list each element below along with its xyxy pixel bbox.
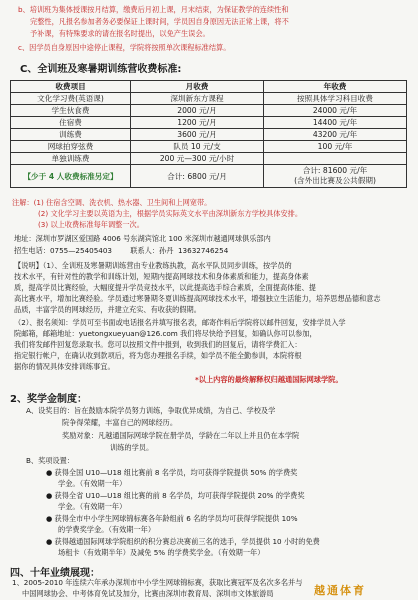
table-cell: 文化学习费(英语课)	[11, 93, 131, 105]
final-note: *以上内容的最终解释权归越通国际网球学院。	[195, 375, 343, 384]
table-cell	[264, 153, 407, 165]
scholarship-line: 训练的学员。	[110, 443, 154, 452]
note-line: c、因学员自身原因中途停止课程，学院将按照单次课程标准结算。	[18, 43, 231, 52]
scholarship-line: 学金。（有效期一年）	[58, 502, 127, 511]
table-total-row	[11, 165, 407, 188]
table-row	[11, 93, 407, 105]
table-cell: 单独训练费	[11, 153, 131, 165]
header-year: 年收费	[264, 81, 407, 93]
table-cell: 训练费	[11, 129, 131, 141]
section-4-title: 四、十年业绩展现：	[10, 568, 100, 579]
brand-stamp: 越通体育	[314, 584, 366, 597]
scholarship-line: 的学费奖学金。（有效期一年）	[58, 525, 156, 534]
desc-line: 指定银行帐户，在确认收到款项后，将为您办理报名手续，如学员不能全勤参训，本院将根	[14, 351, 302, 360]
header-month: 月收费	[131, 81, 264, 93]
desc-line: 质，提高学员比赛经验，大幅度提升学员竞技水平，以此提高选手综合素质，全面提高体能、提	[14, 283, 316, 292]
section-c-title: C、全训班及寒暑期训练营收费标准:	[20, 64, 182, 75]
table-row	[11, 141, 407, 153]
table-row	[11, 105, 407, 117]
scholarship-line: ● 获得全国 U10—U18 组比赛前 8 名学员，均可获得学院提供 50% 的学费奖	[46, 468, 298, 477]
table-row	[11, 117, 407, 129]
table-cell: 3600 元/月	[131, 129, 264, 141]
red-note: (3) 以上收费标准每年调整一次。	[38, 220, 144, 229]
table-cell: 按照具体学习科目收费	[264, 93, 407, 105]
desc-line: 品质，丰富学员的网球经历，并建立充实、有收获的假期。	[14, 305, 201, 314]
table-cell: 住宿费	[11, 117, 131, 129]
desc-line: 高比赛水平，增加比赛经验。学员通过寒暑期冬夏训练提高网球技术水平，增强独立生活能力，培养思想品德和意志	[14, 294, 381, 303]
table-cell: 24000 元/年	[264, 105, 407, 117]
table-header-row	[11, 81, 407, 93]
scholarship-line: 院争得荣耀，丰富自己的网球经历。	[62, 418, 178, 427]
scholarship-line: ● 获得全市中小学生网球锦标赛各年龄组前 6 名的学员均可获得学院提供 10%	[46, 514, 298, 523]
table-cell: 200 元—300 元/小时	[131, 153, 264, 165]
achievement-line: 1、2005-2010 年连续六年承办深圳市中小学生网球锦标赛，获取比赛冠军及名次多名并与	[12, 578, 303, 587]
table-row	[11, 153, 407, 165]
scholarship-line: 奖励对象：凡越通国际网球学院在册学员，学龄在二年以上并且仍在本学院	[62, 431, 300, 440]
table-cell: 43200 元/年	[264, 129, 407, 141]
note-line: b、培训班为集体授课按月结算，缴费后月初上课，月末结束，为保证教学的连续性和	[18, 5, 289, 14]
total-note: 【少于 4 人收费标准另定】	[11, 165, 131, 188]
table-cell: 2000 元/月	[131, 105, 264, 117]
scholarship-line: ● 获得越通国际网球学院组织的积分赛总决赛前三名的选手，学员提供 10 小时的免费	[46, 537, 320, 546]
achievement-line: 中国网球协会、中考体育免试及加分，比赛由深圳市教育局、深圳市文体旅游局	[22, 589, 274, 598]
scholarship-line: B、奖项设置：	[26, 456, 75, 465]
scholarship-line: A、设奖目的：旨在鼓励本院学员努力训练，争取优异成绩，为自己、学校及学	[26, 406, 276, 415]
table-cell: 100 元/年	[264, 141, 407, 153]
total-year: 合计: 81600 元/年	[302, 166, 368, 175]
contact: 招生电话：0755—25405403 联系人：孙丹 13632746254	[14, 246, 229, 255]
desc-line: 院邮箱，邮箱地址：yuetongxueyuan@126.com 我们将尽快给予回复，如确认你可以参加，	[14, 329, 317, 338]
desc-line: （2）、报名须知：学员可至书面或电话报名并填写报名表，邮寄作料后学院将以邮件回复，安排学员入学	[14, 318, 346, 327]
address: 地址：深圳市罗湖区爱国路 4006 号东湖宾馆北 100 米深圳市越通网球俱乐部内	[14, 234, 271, 243]
table-cell: 网球拍穿弦费	[11, 141, 131, 153]
total-year-cell	[264, 165, 407, 188]
note-line: 完整性，凡报名参加者务必要保证上课时间，学员因自身原因无法正常上课，将不	[30, 17, 289, 26]
total-month: 合计: 6800 元/月	[131, 165, 264, 188]
red-note: 注解：(1) 住宿含空调、洗衣机、热水器、卫生间和上网宽带。	[12, 198, 212, 207]
red-note: (2) 文化学习主要以英语为主，根据学员实际英文水平由深圳新东方学校具体安排。	[38, 209, 303, 218]
table-cell: 队员 10 元/支	[131, 141, 264, 153]
desc-line: 技术水平，有针对性的教学和训练计划，短期内提高网球技术和身体素质和能力，提高身体素	[14, 272, 309, 281]
total-year-note: (含外出比赛及公共假期)	[294, 176, 376, 185]
table-cell: 深圳新东方课程	[131, 93, 264, 105]
table-cell: 学生伙食费	[11, 105, 131, 117]
desc-line: 据你的情况具体安排训练事宜。	[14, 362, 115, 371]
table-cell: 14400 元/年	[264, 117, 407, 129]
scholarship-line: ● 获得全省 U10—U18 组比赛的前 8 名学员，均可获得学院提供 20% 的学费奖	[46, 491, 305, 500]
header-item: 收费项目	[11, 81, 131, 93]
table-row	[11, 129, 407, 141]
desc-line: 【说明】（1）、全训班及寒暑期训练营由专业教练执教，高水平队员同步训练，按学员的	[14, 261, 292, 270]
desc-line: 我们将发邮件回复您录取书。您可以按照文件中报到，收到我们的回复后，请将学费汇入：	[14, 340, 302, 349]
fee-table	[10, 80, 407, 188]
note-line: 予补课，有特殊要求的请在报名时提出，以免产生误会。	[30, 29, 210, 38]
scholarship-line: 学金。（有效期一年）	[58, 479, 127, 488]
table-cell: 1200 元/月	[131, 117, 264, 129]
scholarship-line: 场租卡（有效期半年）及减免 5% 的学费奖学金。（有效期一年）	[58, 548, 265, 557]
section-2-title: 2、奖学金制度：	[10, 394, 87, 405]
